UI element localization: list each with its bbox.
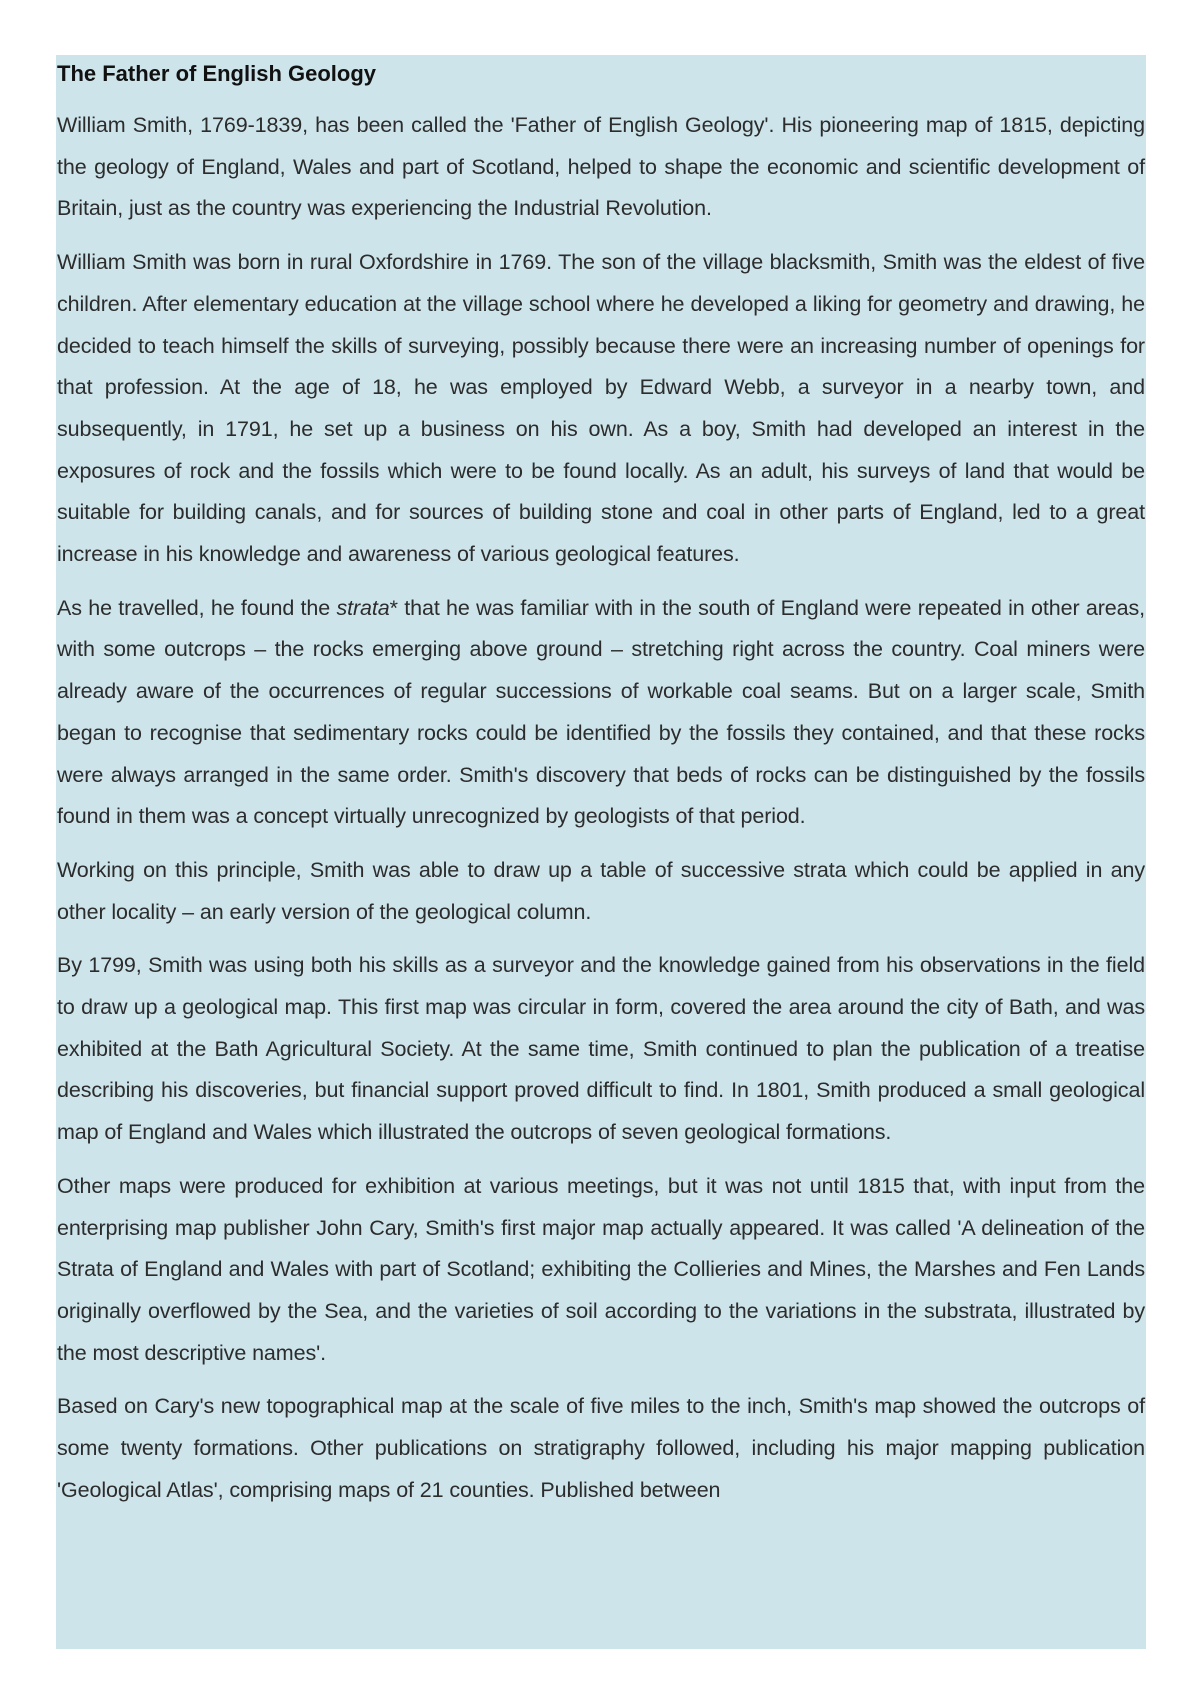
article-paragraph <box>57 1166 1145 1375</box>
article-body <box>57 105 1145 1512</box>
article-paragraph <box>57 588 1145 838</box>
article-paragraph <box>57 242 1145 576</box>
article-paragraph <box>57 105 1145 230</box>
italic-term: strata <box>336 595 390 620</box>
paragraph-text: As he travelled, he found the <box>57 595 337 620</box>
paragraph-text: By 1799, Smith was using both his skills as a surveyor and the knowledge gained from his observations in the field to draw up a geological map. This first map was circular in form, covered the area around the city of Bath, and was exhibited at the Bath Agricultural Society. At the same time, Smith continued to plan the publication of a treatise describing his discoveries, but financial support proved difficult to find. In 1801, Smith produced a small geological map of England and Wales which illustrated the outcrops of seven geological formations. <box>57 953 1145 1145</box>
paragraph-text: * that he was familiar with in the south of England were repeated in other areas, with some outcrops – the rocks emerging above ground – stretching right across the country. Coal miners were already aware of the occurrences of regular successions of workable coal seams. But on a larger scale, Smith began to recognise that sedimentary rocks could be identified by the fossils they contained, and that these rocks were always arranged in the same order. Smith's discovery that beds of rocks can be distinguished by the fossils found in them was a concept virtually unrecognized by geologists of that period. <box>57 595 1145 829</box>
paragraph-text: William Smith was born in rural Oxfordshire in 1769. The son of the village blacksmith, Smith was the eldest of five children. After elementary education at the village school where he developed a liking for geometry and drawing, he decided to teach himself the skills of surveying, possibly because there were an increasing number of openings for that profession. At the age of 18, he was employed by Edward Webb, a surveyor in a nearby town, and subsequently, in 1791, he set up a business on his own. As a boy, Smith had developed an interest in the exposures of rock and the fossils which were to be found locally. As an adult, his surveys of land that would be suitable for building canals, and for sources of building stone and coal in other parts of England, led to a great increase in his knowledge and awareness of various geological features. <box>57 250 1145 567</box>
article-title: The Father of English Geology <box>57 61 377 86</box>
article-paragraph <box>57 945 1145 1154</box>
paragraph-text: William Smith, 1769-1839, has been called the 'Father of English Geology'. His pioneering map of 1815, depicting the geology of England, Wales and part of Scotland, helped to shape the economic and scientific development of Britain, just as the country was experiencing the Industrial Revolution. <box>57 113 1145 221</box>
paragraph-text: Based on Cary's new topographical map at the scale of five miles to the inch, Smith's map showed the outcrops of some twenty formations. Other publications on stratigraphy followed, including his major mapping publication 'Geological Atlas', comprising maps of 21 counties. Published between <box>57 1394 1145 1502</box>
article-panel <box>56 55 1146 1649</box>
article-paragraph <box>57 1386 1145 1511</box>
paragraph-text: Other maps were produced for exhibition at various meetings, but it was not until 1815 that, with input from the enterprising map publisher John Cary, Smith's first major map actually appeared. It was called 'A delineation of the Strata of England and Wales with part of Scotland; exhibiting the Collieries and Mines, the Marshes and Fen Lands originally overflowed by the Sea, and the varieties of soil according to the variations in the substrata, illustrated by the most descriptive names'. <box>57 1173 1145 1365</box>
article-paragraph <box>57 850 1145 933</box>
paragraph-text: Working on this principle, Smith was able to draw up a table of successive strata which could be applied in any other locality – an early version of the geological column. <box>57 857 1145 924</box>
